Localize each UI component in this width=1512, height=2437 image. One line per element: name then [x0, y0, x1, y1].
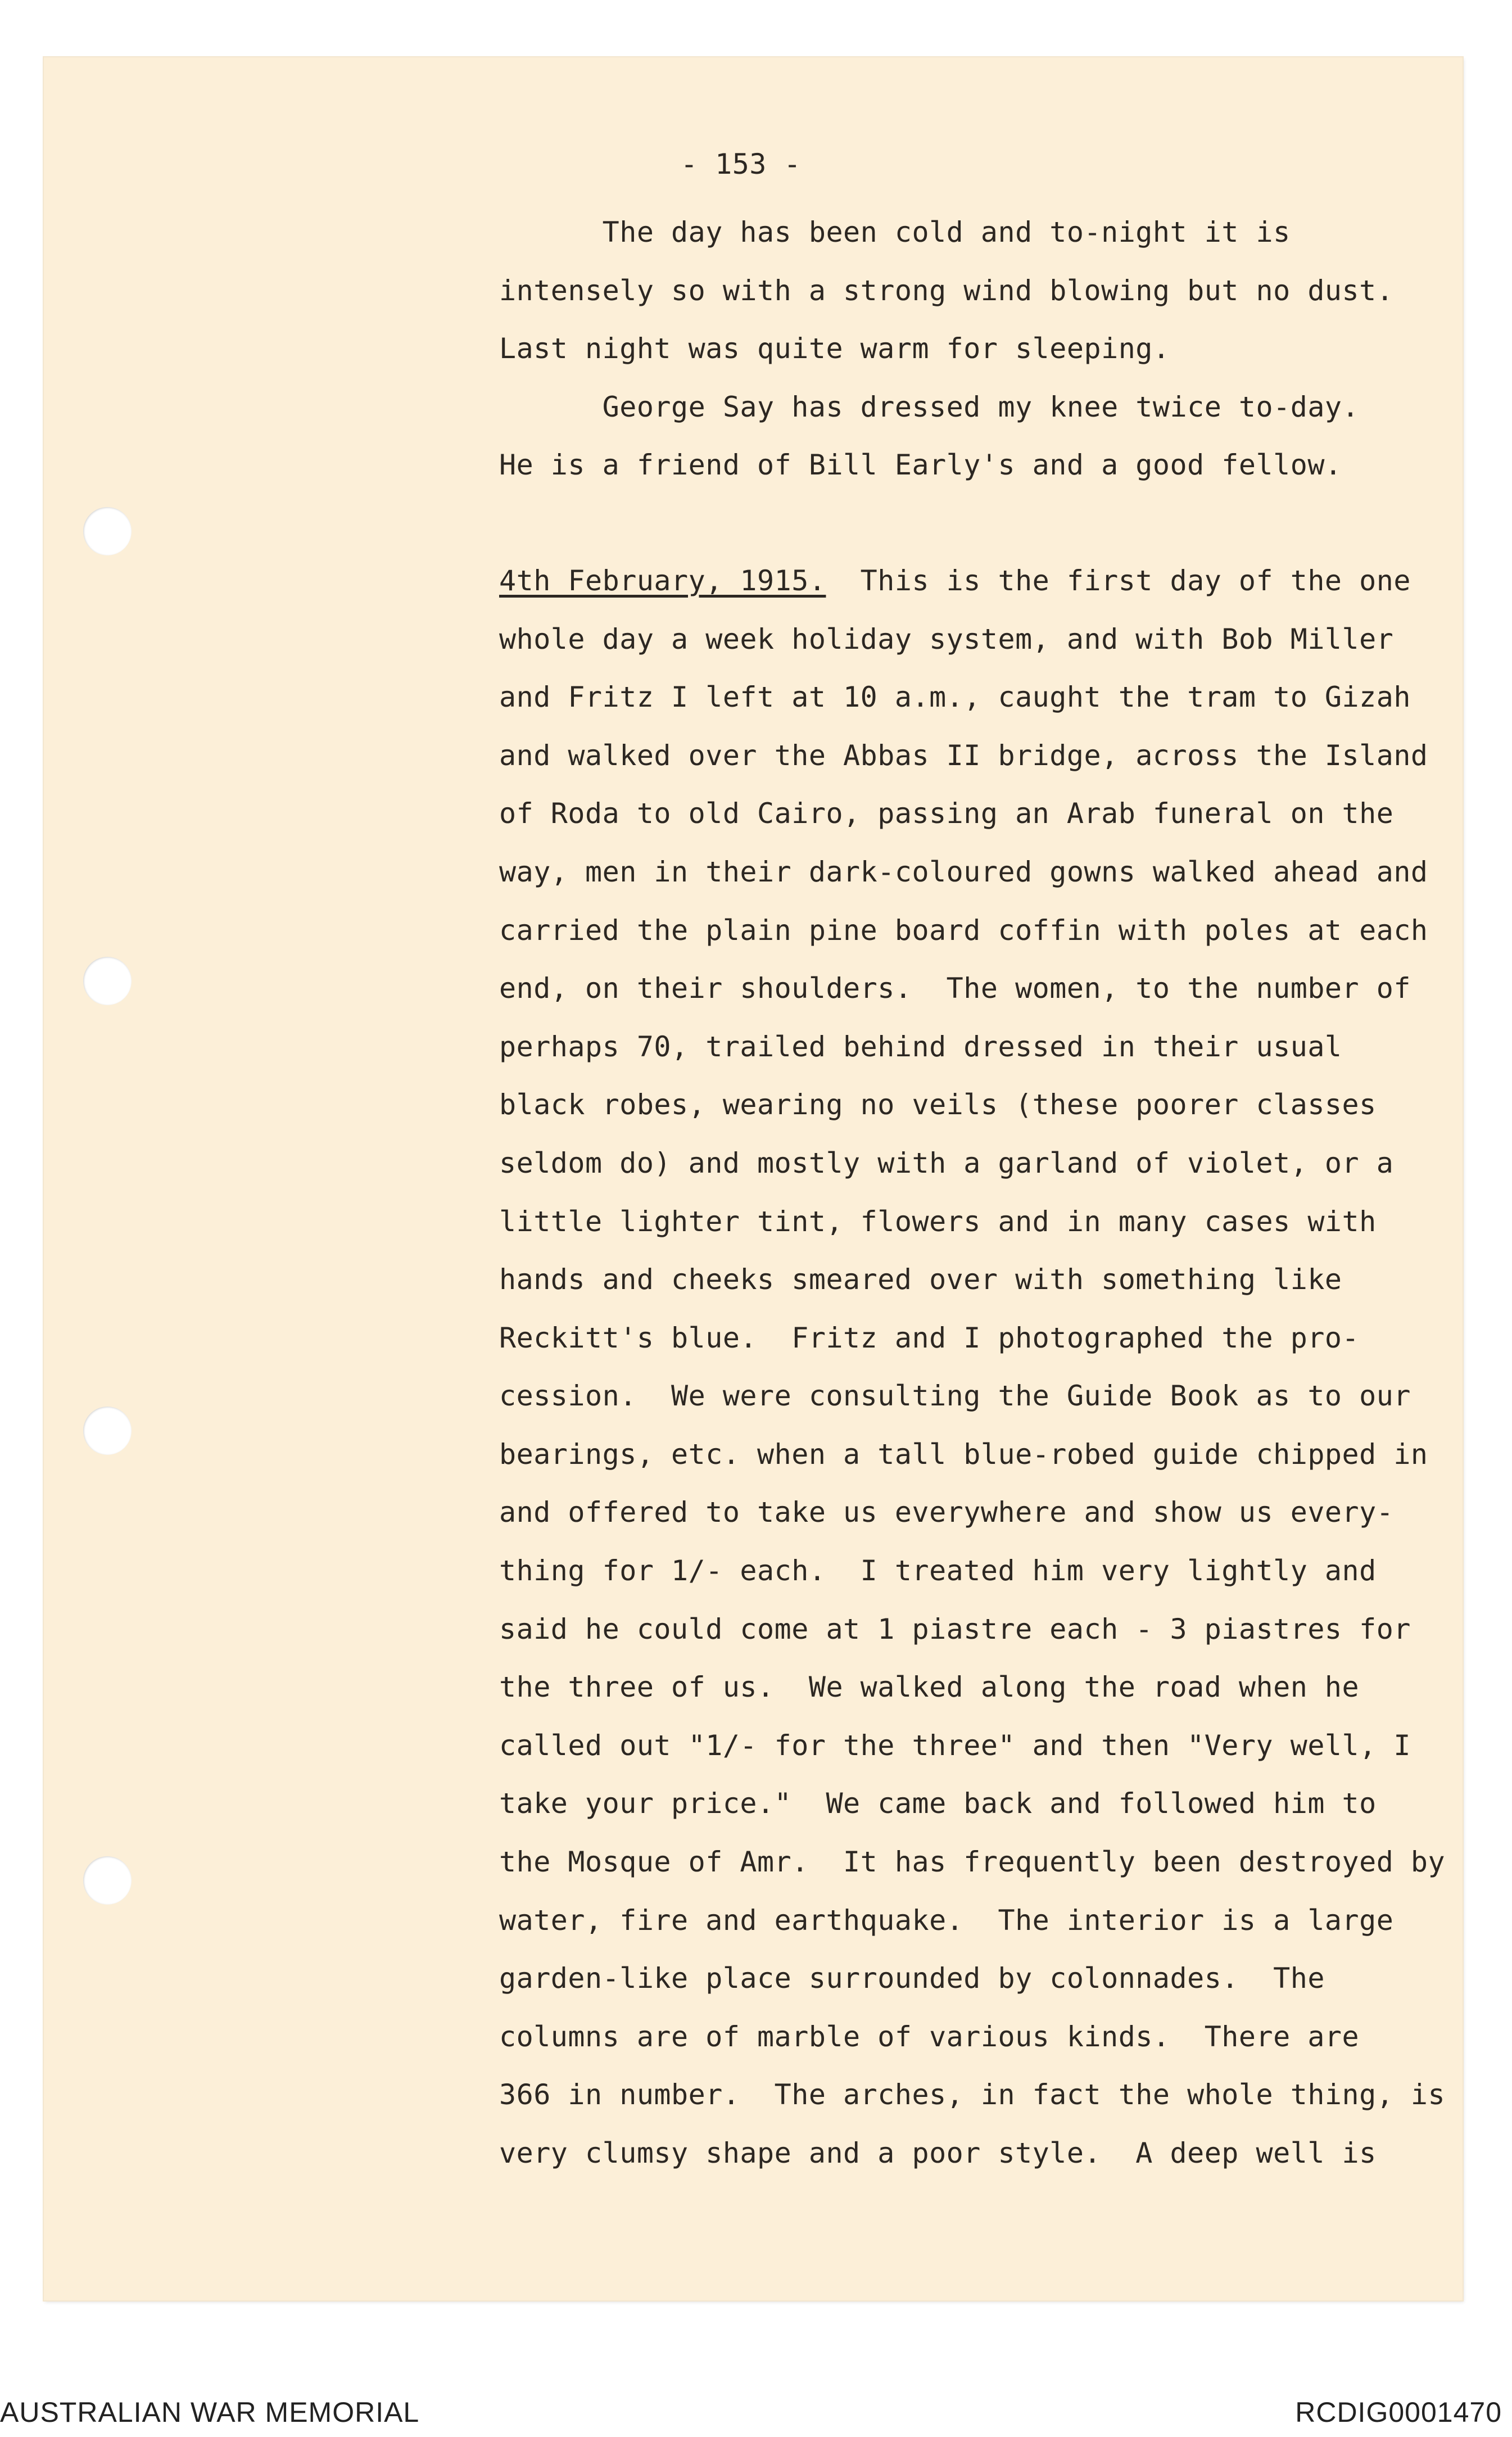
text-line: carried the plain pine board coffin with poles at each — [499, 914, 1428, 947]
paragraph-gap — [499, 495, 1488, 552]
punch-hole-3 — [83, 1407, 132, 1455]
text-line: the Mosque of Amr. It has frequently been destroyed by — [499, 1846, 1446, 1879]
text-line: perhaps 70, trailed behind dressed in their usual — [499, 1030, 1342, 1063]
text-line: Reckitt's blue. Fritz and I photographed the pro- — [499, 1321, 1360, 1354]
footer-reference: RCDIG0001470 — [1295, 2397, 1502, 2428]
text-line: He is a friend of Bill Early's and a good fellow. — [499, 449, 1342, 482]
text-line — [499, 552, 1488, 611]
text-line: and walked over the Abbas II bridge, across the Island — [499, 739, 1428, 772]
text-line: water, fire and earthquake. The interior is a large — [499, 1904, 1394, 1937]
text-line: end, on their shoulders. The women, to the number of — [499, 972, 1411, 1005]
text-line-rest: This is the first day of the one — [826, 564, 1411, 597]
text-line: columns are of marble of various kinds. There are — [499, 2020, 1360, 2053]
typed-text — [499, 142, 1488, 2183]
text-line: The day has been cold and to-night it is — [499, 216, 1291, 248]
text-line: and Fritz I left at 10 a.m., caught the tram to Gizah — [499, 681, 1411, 714]
paragraph-1 — [499, 204, 1488, 378]
date-heading: 4th February, 1915. — [499, 564, 826, 597]
page-number: - 153 - — [680, 148, 802, 180]
text-line: the three of us. We walked along the road when he — [499, 1671, 1360, 1704]
document-sheet — [44, 57, 1463, 2300]
text-line: black robes, wearing no veils (these poorer classes — [499, 1088, 1377, 1122]
text-line: way, men in their dark-coloured gowns walked ahead and — [499, 855, 1428, 888]
text-line: 366 in number. The arches, in fact the whole thing, is — [499, 2078, 1446, 2112]
text-line: of Roda to old Cairo, passing an Arab funeral on the — [499, 797, 1394, 830]
text-line: and offered to take us everywhere and show us every- — [499, 1496, 1394, 1529]
punch-hole-4 — [83, 1856, 132, 1905]
text-line: bearings, etc. when a tall blue-robed guide chipped in — [499, 1437, 1428, 1471]
text-line: take your price." We came back and followed him to — [499, 1787, 1377, 1820]
text-line: whole day a week holiday system, and with Bob Miller — [499, 622, 1394, 655]
text-line: seldom do) and mostly with a garland of violet, or a — [499, 1146, 1394, 1179]
paragraph-3 — [499, 552, 1488, 2183]
text-line: intensely so with a strong wind blowing but no dust. — [499, 274, 1394, 307]
text-line: George Say has dressed my knee twice to-day. — [499, 390, 1360, 423]
text-line: said he could come at 1 piastre each - 3 piastres for — [499, 1612, 1411, 1645]
footer-institution: AUSTRALIAN WAR MEMORIAL — [0, 2397, 420, 2428]
text-line: hands and cheeks smeared over with something like — [499, 1263, 1342, 1296]
paragraph-2 — [499, 378, 1488, 495]
text-line: called out "1/- for the three" and then "Very well, I — [499, 1729, 1411, 1762]
punch-hole-1 — [83, 507, 132, 555]
text-line: garden-like place surrounded by colonnades. The — [499, 1962, 1325, 1995]
text-line: Last night was quite warm for sleeping. — [499, 332, 1170, 365]
text-line: very clumsy shape and a poor style. A deep well is — [499, 2137, 1377, 2169]
punch-hole-2 — [83, 957, 132, 1005]
text-line: cession. We were consulting the Guide Book as to our — [499, 1380, 1411, 1413]
text-line: little lighter tint, flowers and in many cases with — [499, 1205, 1377, 1238]
text-line: thing for 1/- each. I treated him very lightly and — [499, 1554, 1377, 1588]
